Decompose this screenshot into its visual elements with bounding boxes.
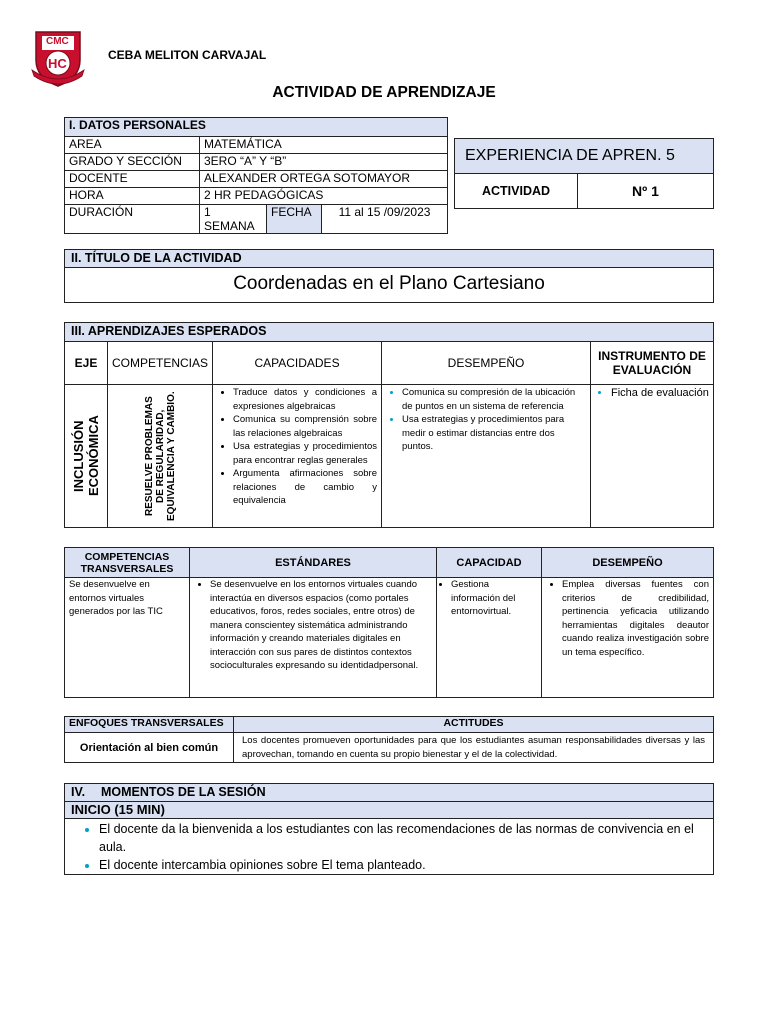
aprendizajes-table	[64, 341, 714, 528]
experiencia-title: EXPERIENCIA DE APREN. 5	[455, 139, 714, 174]
instrumento-item: • Ficha de evaluación	[611, 386, 709, 401]
competencia-transversal: Se desenvuelve en entornos virtuales generados por las TIC	[65, 578, 190, 698]
datos-label: DOCENTE	[65, 171, 200, 188]
datos-label: HORA	[65, 188, 200, 205]
duracion-value: 1 SEMANA	[200, 205, 267, 234]
col-desempeno-transversal: DESEMPEÑO	[542, 548, 714, 578]
momentos-section-title	[64, 783, 714, 802]
col-capacidad: CAPACIDAD	[437, 548, 542, 578]
enfoque-value: Orientación al bien común	[65, 733, 234, 763]
datos-label: GRADO Y SECCIÓN	[65, 154, 200, 171]
instrumento-cell	[591, 385, 714, 528]
datos-table	[64, 117, 448, 234]
col-instrumento: INSTRUMENTO DE EVALUACIÓN	[591, 342, 714, 385]
capacidad-item: • Argumenta afirmaciones sobre relaciones de cambio y equivalencia	[233, 467, 377, 508]
inicio-item: • El docente intercambia opiniones sobre El tema planteado.	[99, 856, 707, 874]
transversales-table	[64, 547, 714, 698]
col-competencias-transversales: COMPETENCIAS TRANSVERSALES	[65, 548, 190, 578]
col-competencias: COMPETENCIAS	[108, 342, 213, 385]
datos-value: 2 HR PEDAGÓGICAS	[200, 188, 448, 205]
actividad-label: ACTIVIDAD	[455, 174, 578, 209]
competencia-value: RESUELVE PROBLEMAS DE REGULARIDAD, EQUIVALENCIA Y CAMBIO.	[143, 391, 177, 521]
datos-value: ALEXANDER ORTEGA SOTOMAYOR	[200, 171, 448, 188]
capacidad-item: • Usa estrategias y procedimientos para encontrar reglas generales	[233, 440, 377, 467]
col-desempeno: DESEMPEÑO	[382, 342, 591, 385]
desempeno-transversal-item: • Emplea diversas fuentes con criterios de credibilidad, pertinencia yeficacia utilizando herramientas digitales deautor cuando realiza investigación sobre un tema específico.	[562, 578, 709, 659]
actitud-value: Los docentes promueven oportunidades para que los estudiantes asuman responsabilidades diversas y las aprovechan, tomando en cuenta su propio bienestar y el de la colectividad.	[234, 733, 714, 763]
capacidades-cell	[213, 385, 382, 528]
capacidad-item: • Traduce datos y condiciones a expresiones algebraicas	[233, 386, 377, 413]
col-capacidades: CAPACIDADES	[213, 342, 382, 385]
momentos-section-label: MOMENTOS DE LA SESIÓN	[101, 785, 266, 799]
eje-value: INCLUSIÓN ECONÓMICA	[71, 415, 101, 497]
titulo-section-title: II. TÍTULO DE LA ACTIVIDAD	[64, 249, 714, 268]
logo-letters: HC	[48, 56, 67, 71]
desempeno-transversal-cell	[542, 578, 714, 698]
desempenos-cell	[382, 385, 591, 528]
col-actitudes: ACTITUDES	[234, 717, 714, 733]
duracion-label: DURACIÓN	[65, 205, 200, 234]
logo-top-text: CMC	[46, 36, 69, 47]
inicio-item: • El docente da la bienvenida a los estudiantes con las recomendaciones de las normas de convivencia en el aula.	[99, 820, 707, 856]
col-estandares: ESTÁNDARES	[190, 548, 437, 578]
col-enfoques: ENFOQUES TRANSVERSALES	[65, 717, 234, 733]
datos-value: MATEMÁTICA	[200, 137, 448, 154]
competencia-cell	[108, 385, 213, 528]
school-logo	[30, 26, 86, 88]
datos-value: 3ERO “A” Y “B”	[200, 154, 448, 171]
enfoques-table	[64, 716, 714, 763]
estandar-item: • Se desenvuelve en los entornos virtuales cuando interactúa en diversos espacios (como portales educativos, foros, redes sociales, entre otros) de manera conscientey sistemática administrando información y creando materiales digitales en interacción con sus pares de distintos contextos socioculturales expresando su identidadpersonal.	[210, 578, 432, 673]
fecha-value: 11 al 15 /09/2023	[322, 205, 448, 234]
capacidad-transversal-item: • Gestiona información del entornovirtual.	[451, 578, 537, 619]
capacidad-cell	[437, 578, 542, 698]
capacidad-item: • Comunica su comprensión sobre las relaciones algebraicas	[233, 413, 377, 440]
eje-cell	[65, 385, 108, 528]
inicio-heading: INICIO (15 MIN)	[64, 801, 714, 819]
momentos-section-num: IV.	[71, 785, 86, 799]
fecha-label: FECHA	[267, 205, 322, 234]
desempeno-item: • Usa estrategias y procedimientos para medir o estimar distancias entre dos puntos.	[402, 413, 586, 454]
estandar-cell	[190, 578, 437, 698]
inicio-content	[64, 818, 714, 875]
datos-section-title: I. DATOS PERSONALES	[65, 118, 448, 137]
col-eje: EJE	[65, 342, 108, 385]
aprendizajes-section-title: III. APRENDIZAJES ESPERADOS	[64, 322, 714, 342]
school-name: CEBA MELITON CARVAJAL	[108, 48, 267, 62]
datos-label: AREA	[65, 137, 200, 154]
page-title: ACTIVIDAD DE APRENDIZAJE	[272, 84, 496, 101]
desempeno-item: • Comunica su compresión de la ubicación de puntos en un sistema de referencia	[402, 386, 586, 413]
experiencia-table	[454, 138, 714, 209]
actividad-value: Nº 1	[578, 174, 714, 209]
activity-title: Coordenadas en el Plano Cartesiano	[64, 267, 714, 303]
